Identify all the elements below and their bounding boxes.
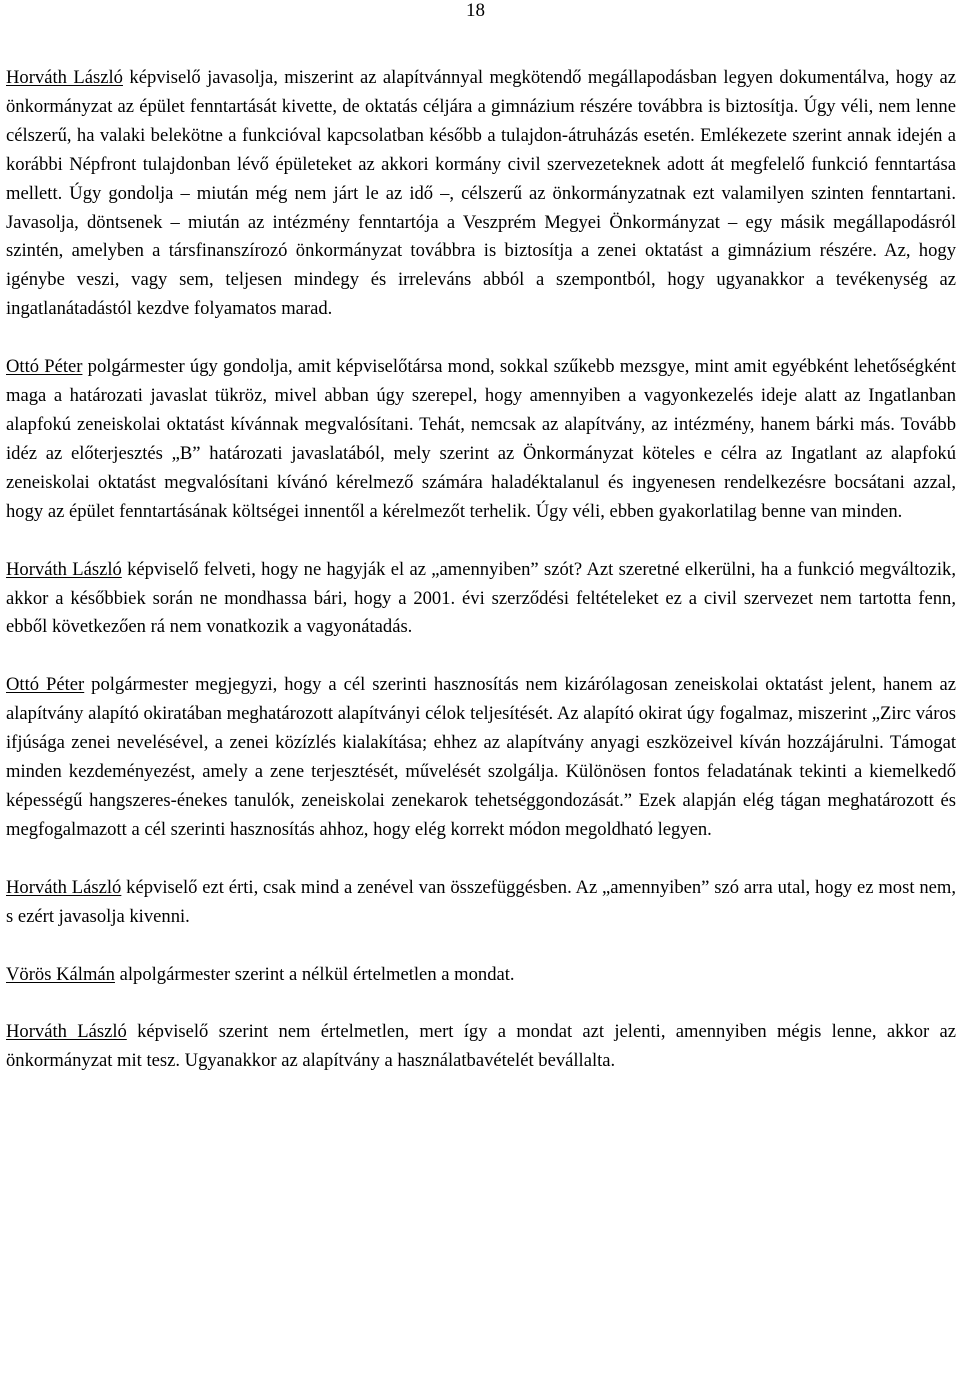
page-number: 18	[466, 0, 485, 21]
paragraph-2	[6, 353, 956, 526]
paragraph-text: polgármester úgy gondolja, amit képviselőtársa mond, sokkal szűkebb mezsgye, mint amit egyébként lehetőségként maga a határozati javaslat tükröz, mivel abban úgy szerepel, hogy amennyiben a vagyonkezelés ideje alatt az Ingatlanban alapfokú zeneiskolai oktatást kívánnak megvalósítani. Tehát, nemcsak az alapítvány, az intézmény, hanem bárki más. Tovább idéz az előterjesztés „B” határozati javaslatából, mely szerint az Önkormányzat köteles e célra az Ingatlant az alapfokú zeneiskolai oktatást megvalósítani kívánó kérelmező számára haladéktalanul és ingyenesen rendelkezésre bocsátani azzal, hogy az épület fenntartásának költségei innentől a kérelmezőt terhelik. Úgy véli, ebben gyakorlatilag benne van minden.	[6, 356, 956, 522]
speaker-name: Horváth László	[6, 67, 123, 88]
paragraph-3	[6, 556, 956, 643]
paragraph-text: képviselő felveti, hogy ne hagyják el az „amennyiben” szót? Azt szeretné elkerülni, ha a funkció megváltozik, akkor a későbbiek során ne mondhassa bári, hogy a 2001. évi szerződési feltételeket ez a civil szervezet nem tartotta fenn, ebből következően rá nem vonatkozik a vagyonátadás.	[6, 558, 956, 638]
speaker-name: Ottó Péter	[6, 674, 85, 696]
paragraph-text: alpolgármester szerint a nélkül értelmetlen a mondat.	[114, 963, 515, 985]
paragraph-7	[6, 1018, 956, 1076]
paragraph-4	[6, 671, 956, 844]
speaker-name: Horváth László	[6, 1021, 127, 1043]
document-body	[6, 64, 956, 1076]
paragraph-text: képviselő szerint nem értelmetlen, mert így a mondat azt jelenti, amennyiben mégis lenne, akkor az önkormányzat mit tesz. Ugyanakkor az alapítvány a használatbavételét bevállalta.	[6, 1021, 957, 1072]
paragraph-6	[6, 961, 956, 990]
speaker-name: Ottó Péter	[6, 356, 83, 378]
paragraph-5	[6, 874, 956, 932]
paragraph-1	[6, 64, 956, 324]
speaker-name: Horváth László	[6, 558, 122, 580]
paragraph-text: polgármester megjegyzi, hogy a cél szerinti hasznosítás nem kizárólagosan zeneiskolai oktatást jelent, hanem az alapítvány alapító okiratában meghatározott alapítványi célok teljesítését. Az alapító okirat úgy fogalmaz, miszerint „Zirc város ifjúsága zenei nevelésével, a zenei közízlés kialakítása; ehhez az alapítvány anyagi eszközeivel kíván hozzájárulni. Támogat minden kezdeményezést, amely a zene terjesztését, művelését szolgálja. Különösen fontos feladatának tekinti a kiemelkedő képességű hangszeres-énekes tanulók, zeneiskolai zenekarok tehetséggondozását.” Ezek alapján elég tágan meghatározott és megfogalmazott a cél szerinti hasznosítás ahhoz, hogy elég korrekt módon megoldható legyen.	[6, 674, 956, 840]
speaker-name: Horváth László	[6, 876, 122, 898]
paragraph-text: képviselő ezt érti, csak mind a zenével van összefüggésben. Az „amennyiben” szó arra utal, hogy ez most nem, s ezért javasolja kivenni.	[6, 876, 957, 927]
paragraph-text: képviselő javasolja, miszerint az alapítvánnyal megkötendő megállapodásban legyen dokumentálva, hogy az önkormányzat az épület fenntartását kivette, de oktatás céljára a gimnázium részére továbbra is biztosítja. Úgy véli, nem lenne célszerű, ha valaki belekötne a funkcióval kapcsolatban később a tulajdon-átruházás esetén. Emlékezete szerint annak idején a korábbi Népfront tulajdonban lévő épületeket az akkori kormány civil szervezeteknek adott át megfelelő funkció fenntartása mellett. Úgy gondolja – miután még nem járt le az idő –, célszerű az önkormányzatnak ezt valamilyen szinten fenntartani. Javasolja, döntsenek – miután az intézmény fenntartója a Veszprém Megyei Önkormányzat – egy másik megállapodásról szintén, amelyben a társfinanszírozó önkormányzat továbbra is biztosítja a zenei oktatást a gimnázium részére. Az, hogy igénybe veszi, vagy sem, teljesen mindegy és irreleváns abból a szempontból, hogy ugyanakkor a tevékenység az ingatlanátadástól kezdve folyamatos marad.	[6, 67, 957, 320]
speaker-name: Vörös Kálmán	[6, 963, 115, 985]
